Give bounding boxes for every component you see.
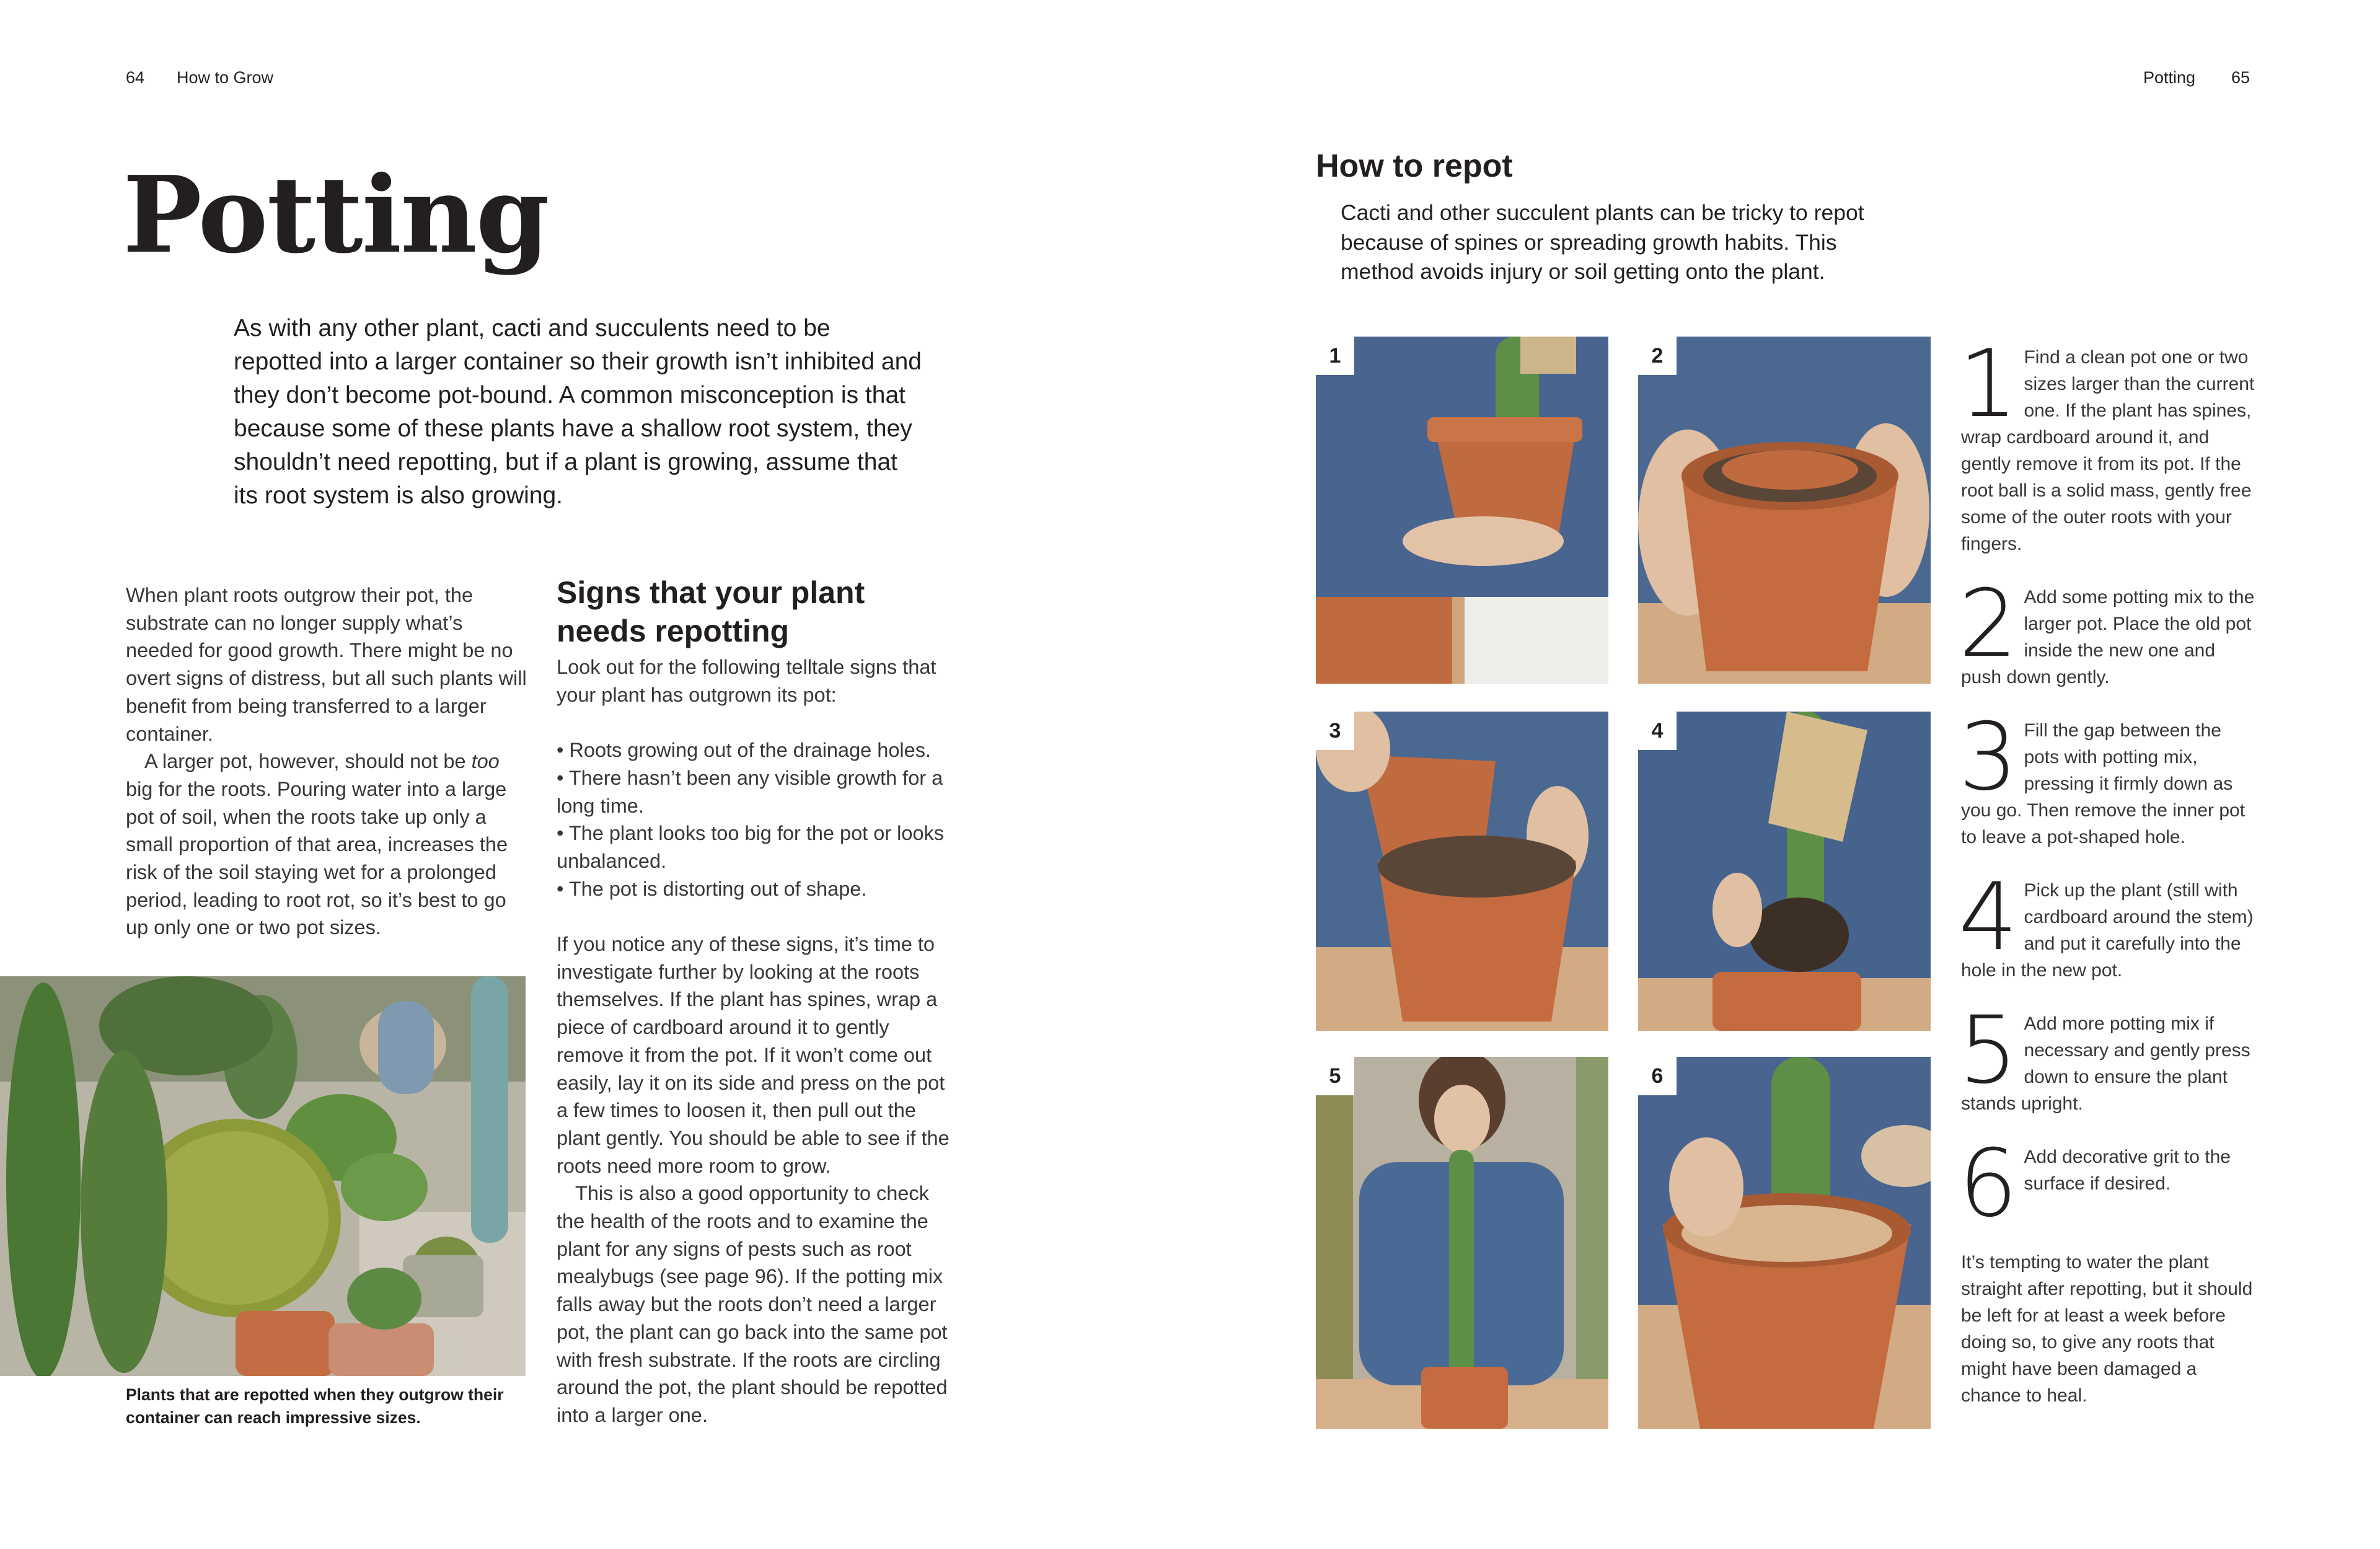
closing-paragraph: It’s tempting to water the plant straight after repotting, but it should be left for at least a week before doing so, to give any roots that might have been damaged a chance to heal. bbox=[1961, 1252, 2253, 1406]
step-2-instruction bbox=[1959, 570, 2259, 691]
step-5-photo bbox=[1316, 1057, 1608, 1429]
step-text: Add decorative grit to the surface if desired. bbox=[2024, 1147, 2231, 1194]
left-running-head: How to Grow bbox=[177, 68, 274, 87]
step-2-photo bbox=[1638, 337, 1931, 684]
step-number: 5 bbox=[1959, 997, 2018, 1105]
cactus-garden-illustration bbox=[0, 976, 526, 1376]
photo-caption: Plants that are repotted when they outgrow their container can reach impressive sizes. bbox=[126, 1385, 504, 1427]
left-page-number: 64 bbox=[126, 68, 145, 87]
list-item: • The pot is distorting out of shape. bbox=[557, 877, 867, 900]
step-number: 4 bbox=[1959, 863, 2018, 971]
photo-label: 2 bbox=[1638, 337, 1677, 375]
photo-label: 6 bbox=[1638, 1057, 1677, 1095]
step-3-photo bbox=[1316, 712, 1608, 1031]
list-item: • There hasn’t been any visible growth for a long time. bbox=[557, 766, 943, 817]
step-1-photo bbox=[1316, 337, 1608, 684]
signs-heading: Signs that your plant needs repotting bbox=[557, 575, 865, 648]
photo-label: 1 bbox=[1316, 337, 1354, 375]
step-5-illustration bbox=[1316, 1057, 1608, 1429]
step-3-instruction bbox=[1959, 704, 2259, 850]
body-paragraph: When plant roots outgrow their pot, the substrate can no longer supply what’s needed for good growth. There might be no overt signs of distress, but all such plants will benefit from being transferred to a larger container. bbox=[126, 584, 527, 745]
step-number: 1 bbox=[1959, 330, 2018, 438]
cactus-garden-photo bbox=[0, 976, 526, 1376]
step-3-illustration bbox=[1316, 712, 1608, 1031]
step-2-illustration bbox=[1638, 337, 1931, 684]
step-1-instruction bbox=[1959, 330, 2259, 557]
step-4-photo bbox=[1638, 712, 1931, 1031]
repot-lead: Cacti and other succulent plants can be tricky to repot because of spines or spreading growth habits. This method avoids injury or soil getting onto the plant. bbox=[1341, 200, 1864, 284]
right-page-number: 65 bbox=[2231, 68, 2250, 87]
repot-heading: How to repot bbox=[1316, 148, 1513, 184]
list-item: • The plant looks too big for the pot or looks unbalanced. bbox=[557, 822, 945, 872]
step-number: 2 bbox=[1959, 570, 2018, 678]
step-number: 6 bbox=[1959, 1130, 2018, 1238]
right-running-head: Potting bbox=[2143, 68, 2196, 87]
photo-label: 3 bbox=[1316, 712, 1354, 750]
step-text: Add more potting mix if necessary and gently press down to ensure the plant stands upright. bbox=[1961, 1013, 2250, 1114]
emphasis-text: too bbox=[471, 750, 500, 773]
step-text: Fill the gap between the pots with potting mix, pressing it firmly down as you go. Then remove the inner pot to leave a pot-shaped hole. bbox=[1961, 720, 2246, 847]
intro-paragraph: As with any other plant, cacti and succulents need to be repotted into a larger container so their growth isn’t inhibited and they don’t become pot-bound. A common misconception is that because some of these plants have a shallow root system, they shouldn’t need repotting, but if a plant is growing, assume that its root system is also growing. bbox=[234, 315, 922, 509]
photo-label: 4 bbox=[1638, 712, 1677, 750]
step-text: Find a clean pot one or two sizes larger than the current one. If the plant has spines, wrap cardboard around it, and gently remove it from its pot. If the root ball is a solid mass, gently free some of the outer roots with your fingers. bbox=[1961, 347, 2255, 554]
body-paragraph: This is also a good opportunity to check the health of the roots and to examine the plant for any signs of pests such as root mealybugs (see page 96). If the potting mix falls away but the roots don’t need a larger pot, the plant can go back into the same pot with fresh substrate. If the roots are circling around the pot, the plant should be repotted into a larger one. bbox=[557, 1182, 948, 1426]
signs-lead: Look out for the following telltale signs that your plant has outgrown its pot: bbox=[557, 656, 937, 706]
page-title: Potting bbox=[123, 153, 549, 277]
photo-label: 5 bbox=[1316, 1057, 1354, 1095]
list-item: • Roots growing out of the drainage holes. bbox=[557, 739, 931, 762]
step-text: Add some potting mix to the larger pot. Place the old pot inside the new one and push down gently. bbox=[1961, 587, 2255, 687]
step-5-instruction bbox=[1959, 997, 2259, 1117]
step-4-instruction bbox=[1959, 863, 2259, 984]
step-number: 3 bbox=[1959, 704, 2018, 811]
signs-list bbox=[557, 736, 959, 902]
step-1-illustration bbox=[1316, 337, 1608, 684]
step-6-photo bbox=[1638, 1057, 1931, 1429]
body-paragraph: If you notice any of these signs, it’s time to investigate further by looking at the roots themselves. If the plant has spines, wrap a piece of cardboard around it to gently remove it from the pot. If it won’t come out easily, lay it on its side and press on the pot a few times to loosen it, then pull out the plant gently. You should be able to see if the roots need more room to grow. bbox=[557, 933, 950, 1177]
body-column-1 bbox=[126, 581, 529, 942]
body-paragraph: A larger pot, however, should not be too big for the roots. Pouring water into a large pot of soil, when the roots take up only a small proportion of that area, increases the risk of the soil staying wet for a prolonged period, leading to root rot, so it’s best to go up only one or two pot sizes. bbox=[126, 750, 508, 939]
step-6-illustration bbox=[1638, 1057, 1931, 1429]
step-6-instruction bbox=[1959, 1130, 2259, 1238]
body-column-2 bbox=[557, 653, 959, 1429]
step-text: Pick up the plant (still with cardboard around the stem) and put it carefully into the hole in the new pot. bbox=[1961, 880, 2254, 981]
step-4-illustration bbox=[1638, 712, 1931, 1031]
